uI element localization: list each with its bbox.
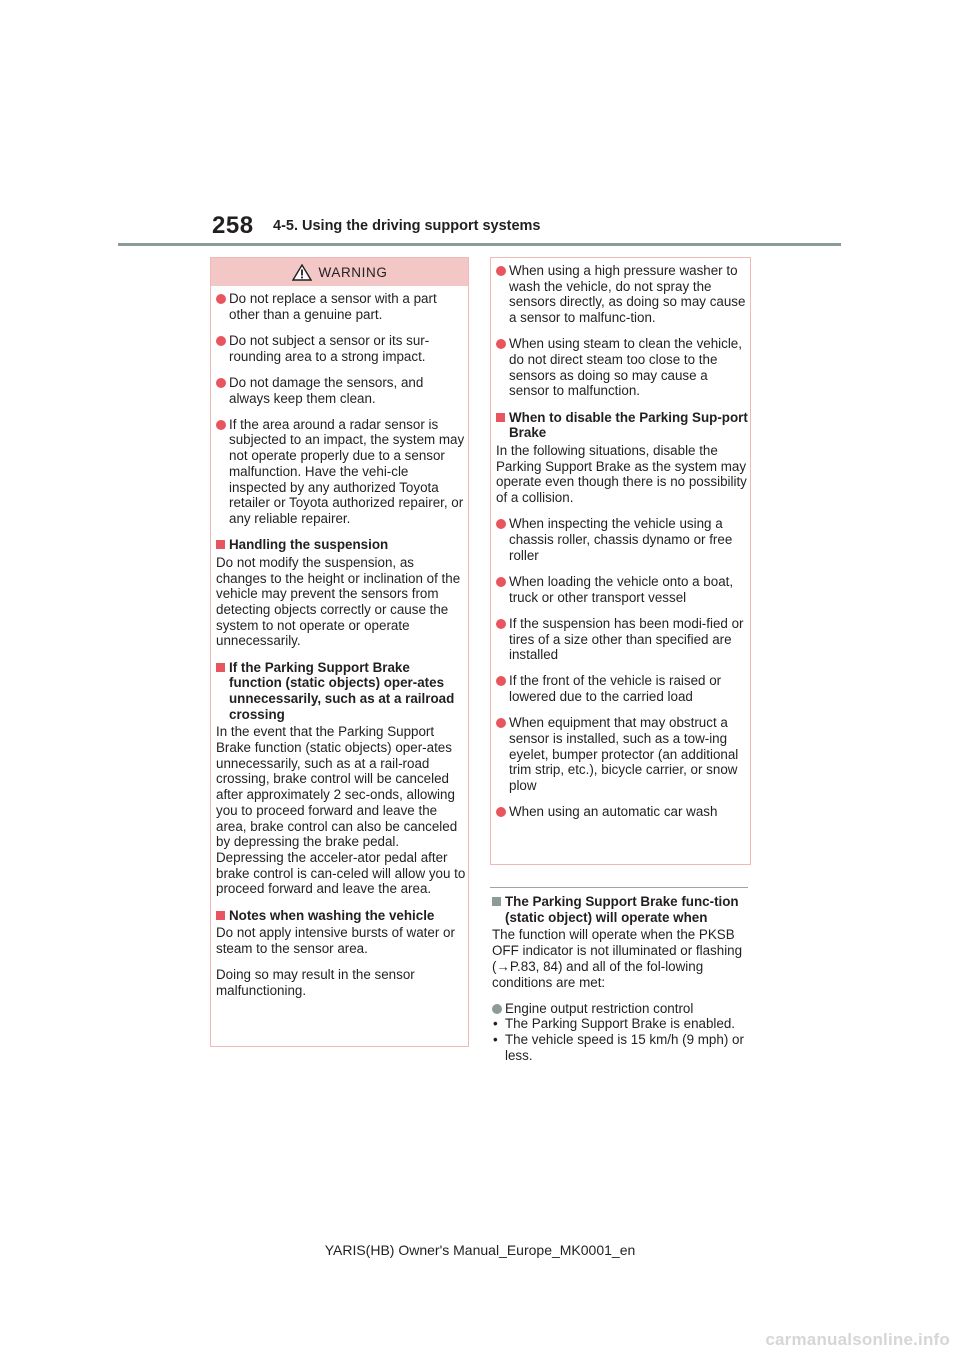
watermark: carmanualsonline.info — [765, 1330, 950, 1349]
subheading-washing: Notes when washing the vehicle — [216, 908, 466, 924]
list-item: If the area around a radar sensor is subjected to an impact, the system may not operate properly due to a sensor malfunction. Have the vehi-cle inspected by any authorized Toyota retailer or Toyota authorized repairer, or any reliable repairer. — [216, 417, 466, 527]
section-title: 4-5. Using the driving support systems — [273, 218, 541, 234]
section-divider — [490, 887, 748, 888]
bullet-icon — [492, 1004, 502, 1014]
bullet-icon — [496, 339, 506, 349]
square-bullet-icon — [216, 911, 225, 920]
list-item: If the suspension has been modi-fied or tires of a size other than specified are installed — [496, 616, 748, 663]
main-content — [492, 894, 748, 1064]
list-item: Do not replace a sensor with a part other than a genuine part. — [216, 291, 466, 322]
washing-text-1: Do not apply intensive bursts of water or steam to the sensor area. — [216, 925, 455, 957]
bullet-icon — [496, 619, 506, 629]
list-item: When equipment that may obstruct a sensor is installed, such as a tow-ing eyelet, bumper protector (an additional trim strip, etc.), bicycle carrier, or snow plow — [496, 715, 748, 794]
bullet-icon — [496, 577, 506, 587]
list-item: When inspecting the vehicle using a chassis roller, chassis dynamo or free roller — [496, 516, 748, 563]
condition-item: • The Parking Support Brake is enabled. — [493, 1016, 736, 1032]
railroad-text: In the event that the Parking Support Brake function (static objects) oper-ates unnecessarily, such as at a rail-road crossing, brake control will be canceled after approximately 2 sec-onds, allowing you to proceed forward and leave the area, brake control can also be canceled by depressing the brake pedal. Depressing the acceler-ator pedal after brake control is can-celed will allow you to proceed forward and leave the area. — [216, 724, 466, 897]
bullet-icon — [216, 336, 226, 346]
list-item: If the front of the vehicle is raised or lowered due to the carried load — [496, 673, 748, 704]
warning-header — [211, 258, 468, 286]
list-item: When using steam to clean the vehicle, do not direct steam too close to the sensors as doing so may cause a sensor to malfunction. — [496, 336, 748, 399]
subheading-suspension: Handling the suspension — [216, 537, 466, 553]
operate-when-text: The function will operate when the PKSB OFF indicator is not illuminated or flashing (→P.83, 84) and all of the fol-lowing conditions are met: — [492, 927, 743, 990]
subheading-disable: When to disable the Parking Sup-port Brake — [496, 410, 748, 441]
bullet-icon — [496, 718, 506, 728]
condition-item: • The vehicle speed is 15 km/h (9 mph) or less. — [493, 1032, 744, 1063]
list-item: When using a high pressure washer to wash the vehicle, do not spray the sensors directly, as doing so may cause a sensor to malfunc-tion. — [496, 263, 748, 326]
subheading-railroad: If the Parking Support Brake function (static objects) oper-ates unnecessarily, such as at a railroad crossing — [216, 660, 466, 723]
page-number: 258 — [212, 212, 254, 239]
list-item: When using an automatic car wash — [496, 804, 748, 820]
list-item: Do not damage the sensors, and always keep them clean. — [216, 375, 466, 406]
square-bullet-icon — [492, 897, 501, 906]
disable-text: In the following situations, disable the Parking Support Brake as the system may operate even though there is no possibility of a collision. — [496, 443, 747, 506]
bullet-icon — [216, 294, 226, 304]
warning-left-column — [216, 291, 466, 1009]
warning-title: WARNING — [318, 264, 388, 280]
bullet-icon — [216, 420, 226, 430]
warning-triangle-icon — [292, 264, 312, 281]
washing-text-2: Doing so may result in the sensor malfunctioning. — [216, 967, 415, 998]
square-bullet-icon — [496, 413, 505, 422]
list-item: Do not subject a sensor or its sur-rounding area to a strong impact. — [216, 333, 466, 364]
dash-bullet: • — [493, 1016, 498, 1032]
square-bullet-icon — [216, 663, 225, 672]
header-divider — [118, 243, 841, 246]
bullet-icon — [216, 378, 226, 388]
list-item: Engine output restriction control — [492, 1001, 748, 1017]
list-item: When loading the vehicle onto a boat, truck or other transport vessel — [496, 574, 748, 605]
bullet-icon — [496, 807, 506, 817]
warning-right-column — [496, 263, 748, 831]
bullet-icon — [496, 519, 506, 529]
subheading-operate-when: The Parking Support Brake func-tion (static object) will operate when — [492, 894, 748, 925]
bullet-icon — [496, 676, 506, 686]
footer-text: YARIS(HB) Owner's Manual_Europe_MK0001_en — [324, 1242, 636, 1258]
bullet-icon — [496, 266, 506, 276]
dash-bullet: • — [493, 1032, 498, 1048]
suspension-text: Do not modify the suspension, as changes to the height or inclination of the vehicle may prevent the sensors from detecting objects correctly or cause the system to not operate or operate unnecessarily. — [216, 554, 461, 649]
square-bullet-icon — [216, 540, 225, 549]
